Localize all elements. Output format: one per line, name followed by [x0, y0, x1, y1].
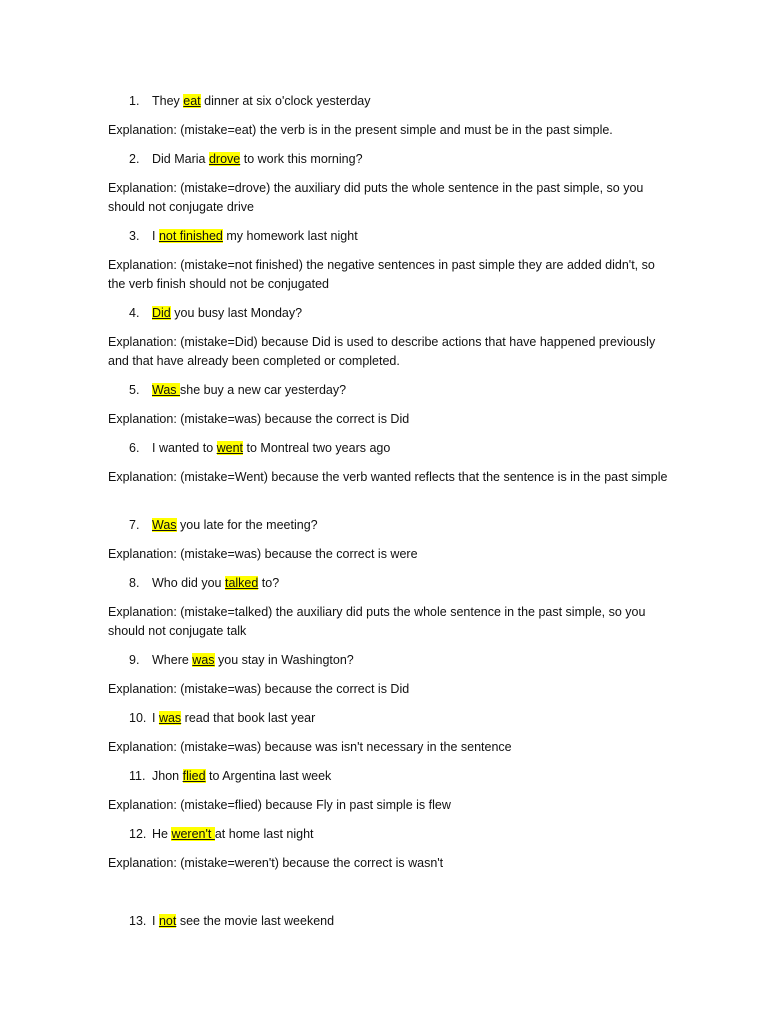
item-number: 10. — [129, 711, 147, 725]
explanation-11: Explanation: (mistake=flied) because Fly in past simple is flew — [108, 798, 451, 812]
sentence-text-after: you late for the meeting? — [176, 518, 318, 532]
explanation-8: Explanation: (mistake=talked) the auxiliary did puts the whole sentence in the past simple, so you should not conjugate talk — [108, 605, 646, 638]
sentence-text-before: Did Maria — [152, 152, 209, 166]
sentence-text-before: I — [152, 711, 159, 725]
sentence-text-before: I — [152, 229, 159, 243]
explanation-9: Explanation: (mistake=was) because the correct is Did — [108, 682, 410, 696]
mistake-highlight: eat — [183, 94, 201, 108]
sentence-text-after: you stay in Washington? — [214, 653, 354, 667]
sentence-text-before: He — [152, 827, 172, 841]
explanation-10: Explanation: (mistake=was) because was isn't necessary in the sentence — [108, 740, 512, 754]
item-number: 13. — [129, 914, 147, 928]
mistake-highlight: drove — [208, 152, 241, 166]
sentence-text-before: I — [152, 914, 159, 928]
mistake-highlight: was — [192, 653, 215, 667]
sentence-6 — [129, 440, 390, 456]
mistake-highlight: Was — [152, 383, 181, 397]
item-number: 6. — [129, 441, 140, 455]
mistake-highlight: flied — [182, 769, 206, 783]
item-number: 1. — [129, 94, 140, 108]
item-number: 8. — [129, 576, 140, 590]
mistake-highlight: not — [158, 914, 177, 928]
mistake-highlight: talked — [224, 576, 259, 590]
sentence-text-after: my homework last night — [222, 229, 358, 243]
sentence-text-after: see the movie last weekend — [176, 914, 335, 928]
sentence-text-after: read that book last year — [181, 711, 316, 725]
sentence-text-after: at home last night — [214, 827, 314, 841]
mistake-highlight: Did — [152, 306, 171, 320]
item-number: 9. — [129, 653, 140, 667]
mistake-highlight: not finished — [158, 229, 223, 243]
sentence-5 — [129, 382, 346, 398]
explanation-6: Explanation: (mistake=Went) because the verb wanted reflects that the sentence is in the past simple — [108, 470, 668, 484]
sentence-8 — [129, 575, 279, 591]
mistake-highlight: was — [158, 711, 182, 725]
sentence-text-after: dinner at six o'clock yesterday — [200, 94, 371, 108]
item-number: 5. — [129, 383, 140, 397]
sentence-text-after: to work this morning? — [240, 152, 363, 166]
sentence-text-after: you busy last Monday? — [170, 306, 303, 320]
sentence-12 — [129, 826, 314, 842]
sentence-text-after: to? — [258, 576, 280, 590]
explanation-1: Explanation: (mistake=eat) the verb is in the present simple and must be in the past simple. — [108, 123, 613, 137]
explanation-3: Explanation: (mistake=not finished) the negative sentences in past simple they are added didn't, so the verb finish should not be conjugated — [108, 258, 655, 291]
sentence-7 — [129, 517, 318, 533]
sentence-text-before: Who did you — [152, 576, 225, 590]
mistake-highlight: weren't — [171, 827, 215, 841]
explanation-5: Explanation: (mistake=was) because the correct is Did — [108, 412, 410, 426]
sentence-1 — [129, 93, 370, 109]
item-number: 11. — [129, 769, 146, 783]
explanation-12: Explanation: (mistake=weren't) because the correct is wasn't — [108, 856, 444, 870]
sentence-text-before: Where — [152, 653, 193, 667]
sentence-4 — [129, 305, 302, 321]
item-number: 3. — [129, 229, 140, 243]
item-number: 7. — [129, 518, 140, 532]
sentence-13 — [129, 913, 334, 929]
sentence-2 — [129, 151, 363, 167]
sentence-text-after: to Montreal two years ago — [243, 441, 391, 455]
sentence-9 — [129, 652, 354, 668]
item-number: 4. — [129, 306, 140, 320]
explanation-7: Explanation: (mistake=was) because the correct is were — [108, 547, 418, 561]
mistake-highlight: went — [216, 441, 244, 455]
sentence-text-before: Jhon — [152, 769, 183, 783]
sentence-text-after: to Argentina last week — [205, 769, 332, 783]
sentence-text-before: They — [152, 94, 184, 108]
sentence-11 — [129, 768, 331, 784]
explanation-4: Explanation: (mistake=Did) because Did is used to describe actions that have happened previously and that have already been completed or completed. — [108, 335, 656, 368]
mistake-highlight: Was — [152, 518, 177, 532]
explanation-2: Explanation: (mistake=drove) the auxiliary did puts the whole sentence in the past simple, so you should not conjugate drive — [108, 181, 644, 214]
sentence-10 — [129, 710, 315, 726]
sentence-text-after: she buy a new car yesterday? — [180, 383, 347, 397]
item-number: 2. — [129, 152, 140, 166]
item-number: 12. — [129, 827, 147, 841]
sentence-3 — [129, 228, 358, 244]
sentence-text-before: I wanted to — [152, 441, 217, 455]
